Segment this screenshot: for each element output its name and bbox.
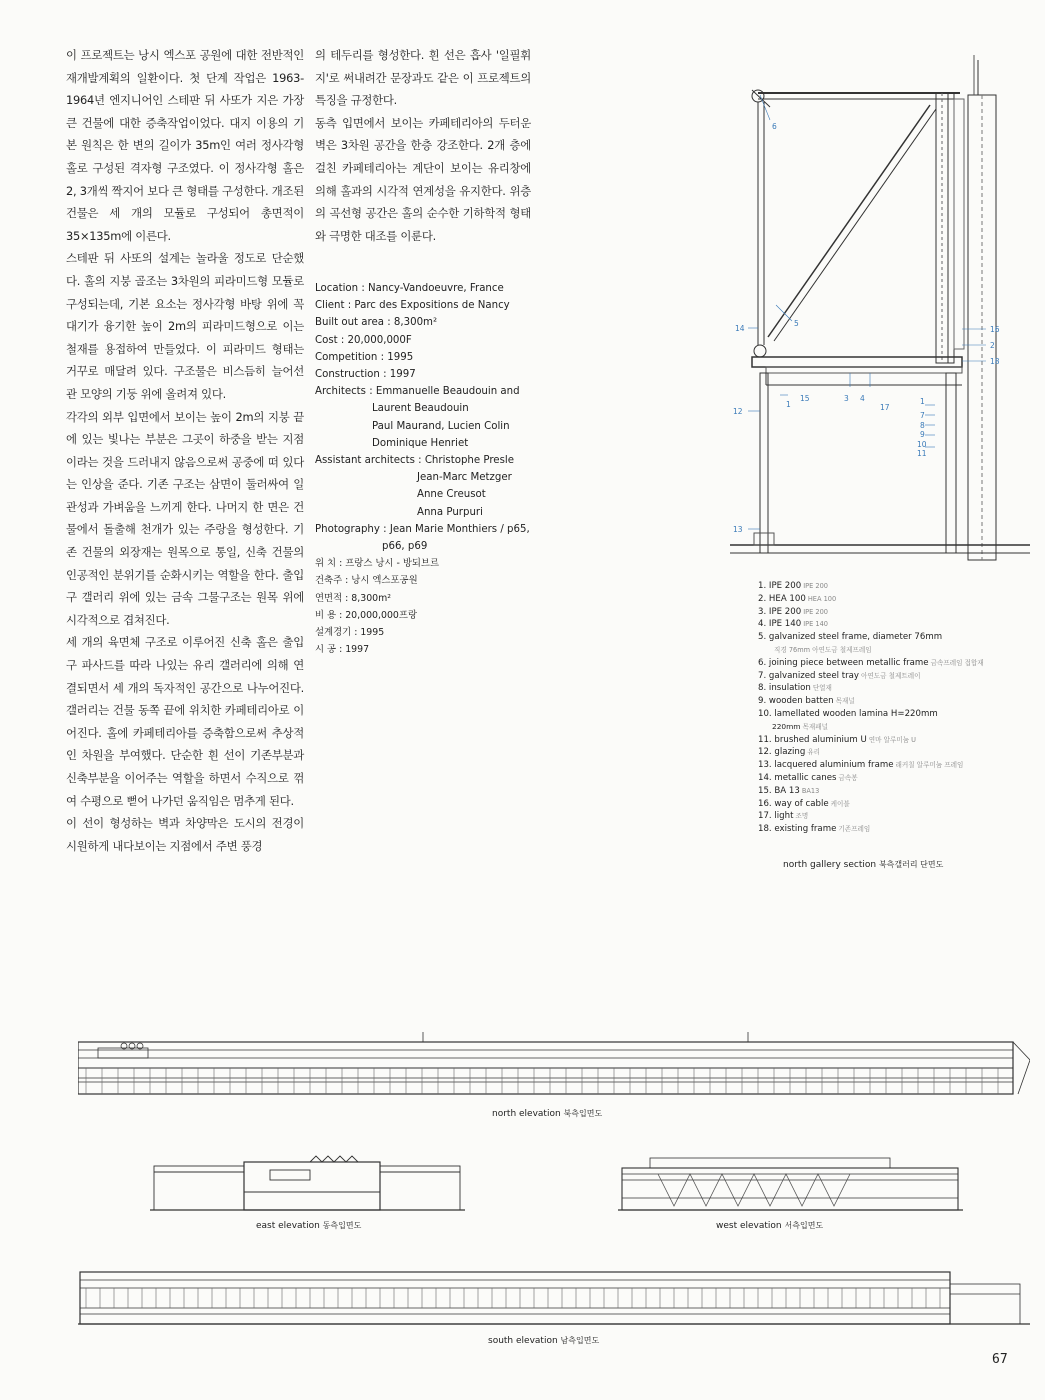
north-elevation-caption: north elevation 북측입면도: [492, 1109, 603, 1119]
legend-item: [758, 695, 1018, 708]
info-built-area: Built out area : 8,300m²: [315, 317, 438, 329]
legend-item-kr: 유리: [807, 748, 821, 757]
legend-item-en: 4. IPE 140: [758, 619, 802, 630]
legend-item-kr: IPE 200: [803, 582, 828, 590]
legend-item: [758, 618, 1018, 631]
legend-item-en: 13. lacquered aluminium frame: [758, 760, 894, 771]
legend-item: [758, 580, 1018, 593]
section-label: 5: [794, 319, 799, 328]
legend-item: [758, 708, 1018, 721]
legend-item-en: 1. IPE 200: [758, 581, 802, 591]
paragraph: 이 선이 형성하는 벽과 차양막은 도시의 전경이 시원하게 내다보이는 지점에서 주변 풍경: [66, 816, 304, 853]
paragraph: 각각의 외부 입면에서 보이는 높이 2m의 지붕 끝에 있는 빛나는 부분은 그곳이 하중을 받는 지점이라는 것을 드러내지 않음으로써 공중에 떠 있다는 인상을 준다. 기존 구조는 삼면이 둘러싸여 일관성과 가벼움을 느끼게 한다. 나머지 한 면은 건물에서 돌출해 천개가 있는 주랑을 형성한다. 기존 건물의 외장재는 원목으로 통일, 신축 건물의 인공적인 분위기를 순화시키는 역할을 한다. 출입구 갤러리 위에 있는 금속 그물구조는 원목 위에 시각적으로 겹쳐진다.: [66, 409, 304, 627]
info-assistants: Anna Purpuri: [417, 506, 483, 518]
section-label: 2: [990, 341, 995, 350]
legend-item: [758, 644, 1018, 657]
section-label: 18: [990, 357, 1000, 366]
info-kr-cost: 비 용 : 20,000,000프랑: [315, 609, 418, 621]
legend-item-kr: IPE 140: [803, 620, 828, 629]
info-architects: Architects : Emmanuelle Beaudouin and: [315, 386, 520, 398]
legend-item-en: 18. existing frame: [758, 824, 837, 835]
info-kr-competition: 설계경기 : 1995: [315, 627, 385, 639]
project-info: [315, 280, 535, 658]
info-architects: Paul Maurand, Lucien Colin: [372, 420, 510, 432]
section-label: 7: [920, 411, 925, 420]
section-label: 14: [735, 324, 745, 333]
legend-item: [758, 810, 1018, 823]
legend-item-en: 9. wooden batten: [758, 696, 834, 707]
legend-item: [758, 657, 1018, 670]
legend-item-en: 11. brushed aluminium U: [758, 734, 867, 745]
legend-item-kr: 케이블: [830, 799, 850, 808]
info-assistants: Anne Creusot: [417, 489, 486, 501]
info-architects: Laurent Beaudouin: [372, 403, 469, 415]
west-elevation-caption: west elevation 서측입면도: [716, 1221, 824, 1231]
legend-item: [758, 593, 1018, 606]
legend-item: [758, 798, 1018, 811]
section-label: 6: [772, 122, 777, 131]
info-kr-construction: 시 공 : 1997: [315, 644, 370, 656]
section-label: 10: [917, 440, 927, 449]
article-column-1: [66, 44, 304, 857]
legend-item-kr: 금속프레임 접합재: [930, 658, 984, 667]
section-label: 3: [844, 394, 849, 403]
legend-item-en: 12. glazing: [758, 747, 806, 758]
legend-item-kr: 목재패널: [802, 722, 828, 731]
info-kr-location: 위 치 : 프랑스 낭시 - 방되브르: [315, 558, 440, 570]
legend-item-kr: 조명: [795, 812, 809, 821]
legend-item-en: 17. light: [758, 811, 794, 822]
legend-item-en: 7. galvanized steel tray: [758, 670, 860, 681]
info-kr-client: 건축주 : 낭시 엑스포공원: [315, 575, 418, 587]
legend-item-kr: 아연도금 철제트레이: [861, 671, 921, 680]
legend-item-kr: 기존프레임: [838, 825, 871, 834]
legend-item-kr: 연마 알루미늄 U: [868, 735, 917, 744]
legend-item: [758, 631, 1018, 644]
legend-item-en: 10. lamellated wooden lamina H=220mm: [758, 708, 938, 719]
info-photography: Photography : Jean Marie Monthiers / p65,: [315, 523, 530, 535]
legend-item: [758, 823, 1018, 836]
section-label: 11: [917, 449, 927, 458]
legend-item: [758, 772, 1018, 785]
legend-item: [758, 721, 1018, 734]
legend-item-kr: IPE 200: [803, 607, 828, 616]
south-elevation-drawing: [78, 1264, 1030, 1330]
info-cost: Cost : 20,000,000F: [315, 334, 412, 346]
section-label: 4: [860, 394, 865, 403]
legend-item-kr: 직경 76mm 아연도금 철제프레임: [774, 645, 872, 654]
legend-item-en: 15. BA 13: [758, 785, 800, 796]
page-number: 67: [992, 1352, 1008, 1367]
legend-item-kr: 래커칠 알루미늄 프레임: [895, 761, 964, 770]
legend-item: [758, 734, 1018, 747]
legend-item-en: 3. IPE 200: [758, 606, 802, 617]
section-label: 1: [786, 400, 791, 409]
legend-item: [758, 746, 1018, 759]
section-label: 9: [920, 430, 925, 439]
legend-item-en: 220mm: [772, 721, 801, 731]
legend-item-en: 14. metallic canes: [758, 772, 837, 783]
legend-item: [758, 785, 1018, 798]
legend-item-kr: HEA 100: [807, 594, 837, 603]
paragraph: 이 프로젝트는 낭시 엑스포 공원에 대한 전반적인 재개발계획의 일환이다. 첫 단계 작업은 1963-1964년 엔지니어인 스테판 뒤 사또가 지은 가장 큰 건물에 대한 증축작업이었다. 대지 이용의 기본 원칙은 한 변의 길이가 35m인 여러 정사각형 홀로 구성된 격자형 구조였다. 이 정사각형 홀은 2, 3개씩 짝지어 보다 큰 형태를 구성한다. 개조된 건물은 세 개의 모듈로 구성되어 총면적이 35×135m에 이른다.: [66, 48, 304, 243]
section-label: 13: [733, 525, 743, 534]
east-elevation-drawing: [150, 1152, 465, 1214]
info-location: Location : Nancy-Vandoeuvre, France: [315, 283, 504, 294]
paragraph: 동측 입면에서 보이는 카페테리아의 두터운 벽은 3차원 공간을 한층 강조한다. 2개 층에 걸친 카페테리아는 계단이 보이는 유리창에 의해 홀과의 시각적 연계성을 유지한다. 위층의 곡선형 공간은 홀의 순수한 기하학적 형태와 극명한 대조를 이룬다.: [315, 115, 531, 243]
legend-item-en: 16. way of cable: [758, 798, 829, 809]
info-kr-area: 연면적 : 8,300m²: [315, 592, 392, 604]
paragraph: 의 테두리를 형성한다. 흰 선은 흡사 '일필휘지'로 써내려간 문장과도 같은 이 프로젝트의 특징을 규정한다.: [315, 48, 531, 108]
section-caption: north gallery section 북측갤러리 단면도: [783, 860, 944, 870]
info-competition: Competition : 1995: [315, 351, 414, 363]
section-legend: [758, 580, 1018, 836]
legend-item-kr: BA13: [801, 786, 820, 795]
section-label: 1: [920, 397, 925, 406]
legend-item: [758, 670, 1018, 683]
legend-item-kr: 금속봉: [838, 773, 858, 782]
legend-item: [758, 759, 1018, 772]
section-label: 8: [920, 421, 925, 430]
info-construction: Construction : 1997: [315, 369, 416, 381]
section-label: 12: [733, 407, 743, 416]
legend-item: [758, 606, 1018, 619]
info-architects: Dominique Henriet: [372, 437, 469, 449]
legend-item-en: 8. insulation: [758, 683, 811, 694]
info-client: Client : Parc des Expositions de Nancy: [315, 300, 510, 312]
north-gallery-section-drawing: [730, 55, 1030, 565]
section-label: 17: [880, 403, 890, 412]
legend-item-kr: 목재널: [835, 697, 855, 706]
section-label: 15: [800, 394, 810, 403]
legend-item: [758, 682, 1018, 695]
paragraph: 스테판 뒤 사또의 설계는 놀라울 정도로 단순했다. 홀의 지붕 골조는 3차원의 피라미드형 모듈로 구성되는데, 기본 요소는 정사각형 바탕 위에 꼭대기가 융기한 높이 2m의 피라미드형으로 이는 철재를 용접하여 만들었다. 이 피라미드 형태는 거꾸로 매달려 있다. 구조물은 비스듬히 늘어선 관 모양의 기둥 위에 올려져 있다.: [66, 251, 304, 401]
west-elevation-drawing: [618, 1150, 963, 1214]
north-elevation-drawing: [78, 1030, 1030, 1098]
legend-item-en: 6. joining piece between metallic frame: [758, 657, 929, 668]
east-elevation-caption: east elevation 동측입면도: [256, 1221, 362, 1231]
legend-item-kr: 단열재: [812, 684, 832, 693]
info-assistants: Jean-Marc Metzger: [417, 472, 512, 484]
info-assistants: Assistant architects : Christophe Presle: [315, 455, 514, 467]
article-column-2: [315, 44, 531, 247]
section-label: 16: [990, 325, 1000, 334]
legend-item-en: 5. galvanized steel frame, diameter 76mm: [758, 632, 943, 643]
paragraph: 세 개의 육면체 구조로 이루어진 신축 홀은 출입구 파사드를 따라 나있는 유리 갤러리에 의해 연결되면서 세 개의 독자적인 공간으로 나누어진다. 갤러리는 건물 동쪽 끝에 위치한 카페테리아로 이어진다. 홀에 카페테리아를 증축함으로써 추상적인 차원을 부여했다. 단순한 흰 선이 기존부분과 신축부분을 이어주는 역할을 하면서 수직으로 꺾여 수평으로 뻗어 나가던 움직임은 멈추게 된다.: [66, 635, 304, 808]
south-elevation-caption: south elevation 남측입면도: [488, 1336, 600, 1346]
legend-item-en: 2. HEA 100: [758, 593, 806, 604]
info-photography: p66, p69: [382, 541, 428, 553]
